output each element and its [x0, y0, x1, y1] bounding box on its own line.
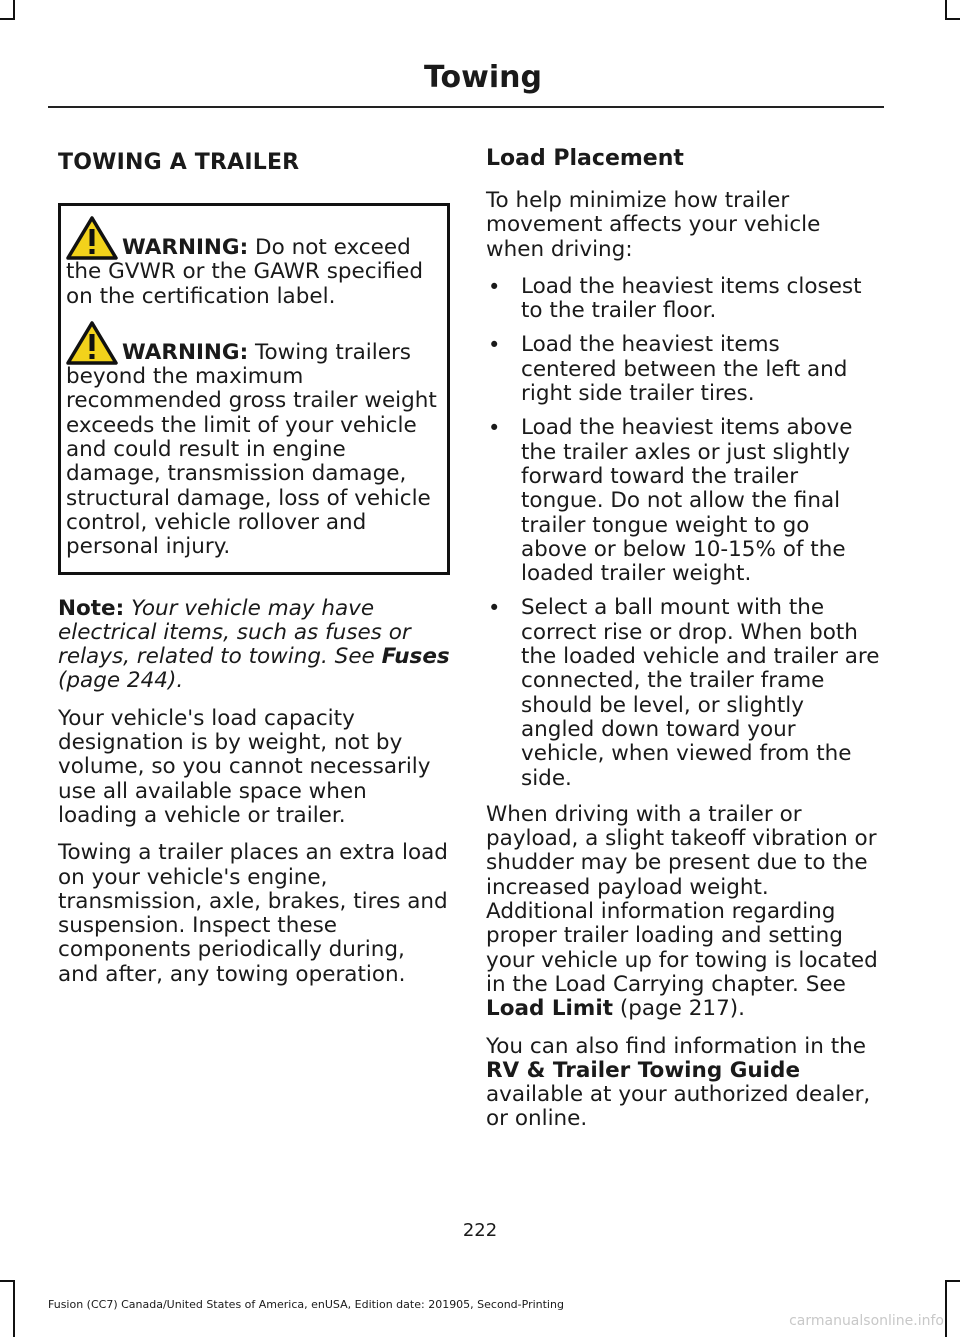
list-item: • Load the heaviest items closest to the trailer floor. [488, 273, 862, 324]
warning-box [58, 203, 450, 575]
body-paragraph: Towing a trailer places an extra load on your vehicle's engine, transmission, axle, brakes, tires and suspension. Inspect these components periodically during, and after, any towing operation. [58, 840, 448, 987]
right-column [486, 140, 882, 1145]
footer-edition: Fusion (CC7) Canada/United States of America, enUSA, Edition date: 201905, Second-Printing [48, 1298, 564, 1311]
watermark: carmanualsonline.info [789, 1313, 944, 1329]
crop-mark [0, 1280, 15, 1282]
warning-label: WARNING: [122, 339, 249, 365]
left-column [58, 140, 450, 1000]
fuses-link[interactable]: Fuses [381, 644, 450, 670]
bullet-icon: • [488, 596, 501, 621]
section-heading: TOWING A TRAILER [58, 150, 300, 175]
list-item: • Load the heaviest items above the trailer axles or just slightly forward toward the trailer tongue. Do not allow the final trailer tongue weight to go above or below 10-15% of the loaded trailer weight. [488, 415, 853, 587]
crop-mark [945, 18, 960, 20]
bullet-list [486, 275, 882, 791]
crop-mark [0, 18, 15, 20]
body-paragraph: You can also find information in the RV & Trailer Towing Guide available at your authorized dealer, or online. [486, 1033, 871, 1132]
note-paragraph [58, 597, 450, 694]
warning-block [66, 321, 439, 560]
body-paragraph: Your vehicle's load capacity designation is by weight, not by volume, so you cannot necessarily use all available space when loading a vehicle or trailer. [58, 705, 431, 828]
list-item: • Select a ball mount with the correct rise or drop. When both the loaded vehicle and trailer are connected, the trailer frame should be level, or slightly angled down toward your vehicle, when viewed from the side. [488, 595, 880, 791]
note-page-ref: (page 244). [58, 668, 184, 694]
intro-paragraph: To help minimize how trailer movement affects your vehicle when driving: [486, 188, 821, 262]
crop-mark [945, 0, 947, 20]
crop-mark [13, 1280, 15, 1337]
load-limit-link[interactable]: Load Limit [486, 996, 613, 1022]
warning-triangle-icon [66, 321, 118, 365]
note-text: Your vehicle may have electrical items, such as fuses or relays, related to towing. See [58, 595, 411, 670]
crop-mark [13, 0, 15, 20]
crop-mark [945, 1280, 947, 1337]
list-item: • Load the heaviest items centered between the left and right side trailer tires. [488, 332, 848, 407]
warning-text: Towing trailers beyond the maximum recommended gross trailer weight exceeds the limit of your vehicle and could result in engine damage, transmission damage, structural damage, loss of vehicle control, vehicle rollover and personal injury. [66, 339, 437, 560]
note-label: Note: [58, 595, 125, 621]
warning-label: WARNING: [122, 235, 249, 260]
crop-mark [945, 1280, 960, 1282]
warning-triangle-icon [66, 216, 118, 260]
bullet-icon: • [488, 416, 501, 441]
warning-block [66, 216, 439, 309]
bullet-icon: • [488, 274, 501, 299]
page-header-title: Towing [424, 60, 542, 95]
body-paragraph: When driving with a trailer or payload, a slight takeoff vibration or shudder may be present due to the increased payload weight. Additional information regarding proper trailer loading and setting your vehicle up for towing is located in the Load Carrying chapter. See Load Limit (page 217). [486, 801, 878, 1022]
bullet-icon: • [488, 333, 501, 358]
towing-guide-link[interactable]: RV & Trailer Towing Guide [486, 1057, 801, 1083]
load-placement-heading: Load Placement [486, 146, 684, 171]
page-number: 222 [462, 1220, 498, 1241]
header-divider [48, 106, 884, 108]
warning-text: Do not exceed the GVWR or the GAWR specified on the certification label. [66, 235, 423, 309]
